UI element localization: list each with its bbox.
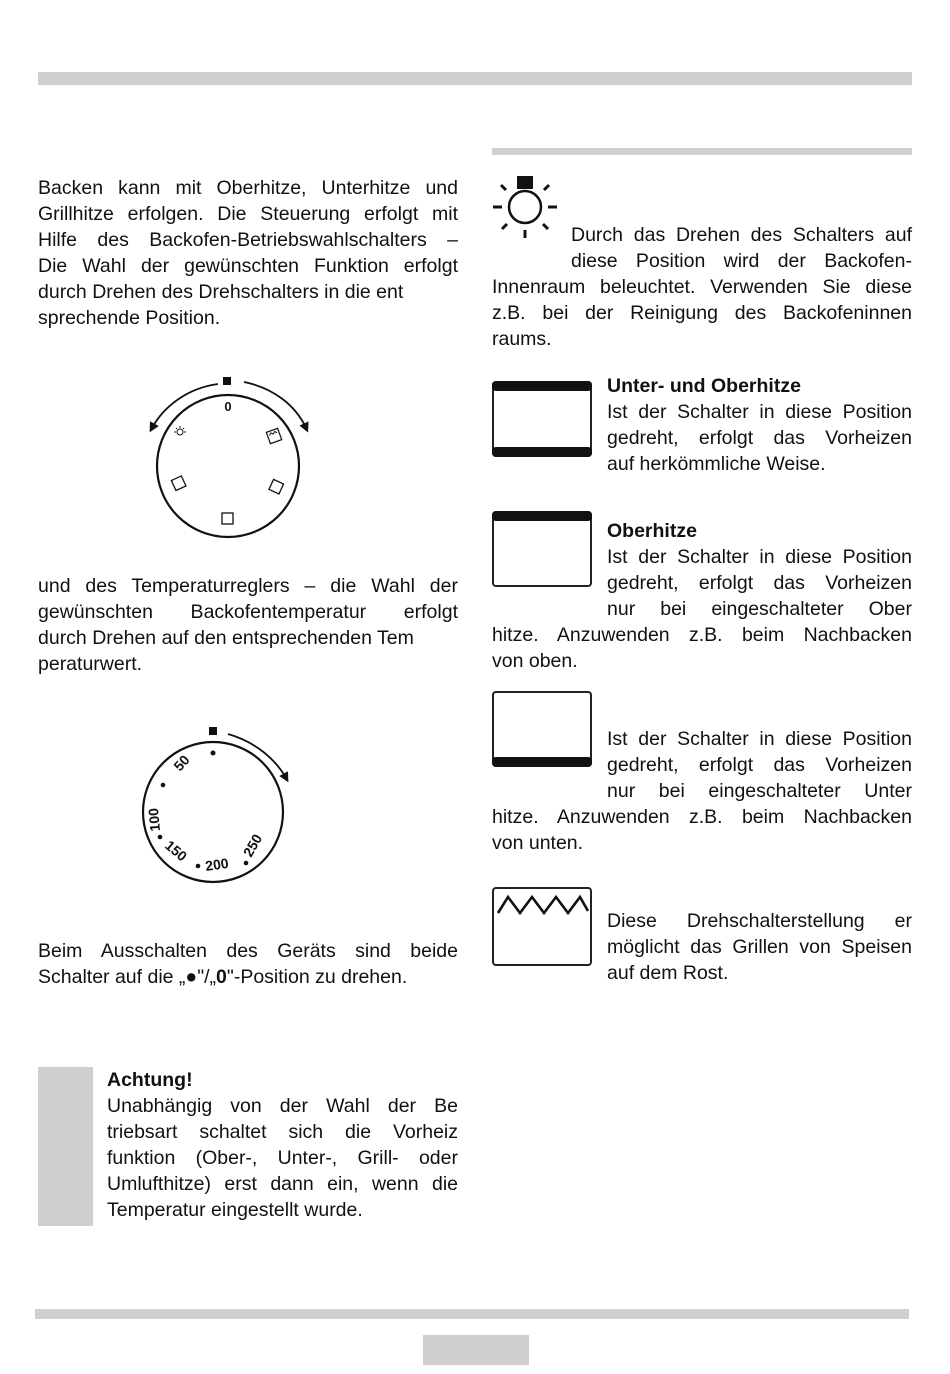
top-heat-title: Oberhitze — [607, 520, 697, 542]
top-bottom-heat-title: Unter- und Oberhitze — [607, 375, 801, 397]
page-number-box — [423, 1335, 529, 1365]
lamp-paragraph: Durch das Drehen des Schalters auf diese Position wird der Backofen- Innenraum beleuchtet. Verwenden Sie diese z.B. bei der Reinigung des Backofeninnen raums. — [492, 224, 912, 350]
rotate-left-arrow — [152, 384, 218, 428]
warning-marker — [38, 1067, 93, 1226]
top-bottom-position-icon — [171, 476, 186, 491]
top-bottom-heat-icon — [492, 381, 592, 457]
temp-label-50: 50 — [170, 751, 193, 775]
temp-label-100: 100 — [145, 807, 163, 833]
grill-icon — [492, 887, 592, 966]
temp-label-150: 150 — [162, 837, 191, 865]
mode-selector-dial — [140, 368, 320, 540]
grill-position-icon — [266, 428, 281, 443]
dial-position-marker — [209, 727, 217, 735]
lamp-position-icon — [174, 426, 186, 435]
temperature-paragraph: und des Temperaturreglers – die Wahl der gewünschten Backofentemperatur erfolgt durch Drehen auf den entsprechenden Tem peraturwert. — [38, 575, 458, 675]
warning-title: Achtung! — [107, 1069, 193, 1091]
dial-zero-label: 0 — [224, 399, 232, 414]
rotate-right-arrow — [228, 734, 286, 778]
top-rule — [38, 72, 912, 85]
bottom-position-icon — [269, 479, 284, 494]
dot-symbol: ● — [185, 966, 198, 988]
rotate-right-arrow — [244, 382, 306, 428]
intro-paragraph: Backen kann mit Oberhitze, Unterhitze und Grillhitze erfolgen. Die Steuerung erfolgt mit Hilfe des Backofen-Betriebswahlschalters – Die Wahl der gewünschten Funktion erfolgt durch Drehen des Drehschalters in die ent sprechende Position. — [38, 177, 458, 329]
temperature-dial — [136, 720, 296, 890]
switch-off-paragraph: Beim Ausschalten des Geräts sind beide Schalter auf die „●"/„0"-Position zu drehen. — [38, 940, 458, 988]
top-bottom-heat-paragraph: Unter- und Oberhitze Ist der Schalter in diese Position gedreht, erfolgt das Vorheizen auf herkömmliche Weise. — [607, 375, 912, 475]
top-position-icon — [222, 513, 233, 524]
grill-paragraph: Diese Drehschalterstellung er möglicht das Grillen von Speisen auf dem Rost. — [607, 910, 912, 984]
top-heat-paragraph: Oberhitze Ist der Schalter in diese Position gedreht, erfolgt das Vorheizen nur bei eingeschalteter Ober hitze. Anzuwenden z.B. beim Nachbacken von oben. — [492, 520, 912, 672]
right-column-rule — [492, 148, 912, 155]
bottom-heat-paragraph: Ist der Schalter in diese Position gedreht, erfolgt das Vorheizen nur bei eingeschalteter Unter hitze. Anzuwenden z.B. beim Nachbacken von unten. — [492, 728, 912, 854]
temp-label-200: 200 — [204, 854, 230, 874]
bottom-rule — [35, 1309, 909, 1319]
warning-note: Achtung! Unabhängig von der Wahl der Be triebsart schaltet sich die Vorheiz funktion (Ober-, Unter-, Grill- oder Umlufthitze) erst dann ein, wenn die Temperatur eingestellt wurde. — [107, 1069, 458, 1221]
off-dot — [211, 751, 216, 756]
temp-label-250: 250 — [239, 831, 266, 860]
dial-position-marker — [223, 377, 231, 385]
